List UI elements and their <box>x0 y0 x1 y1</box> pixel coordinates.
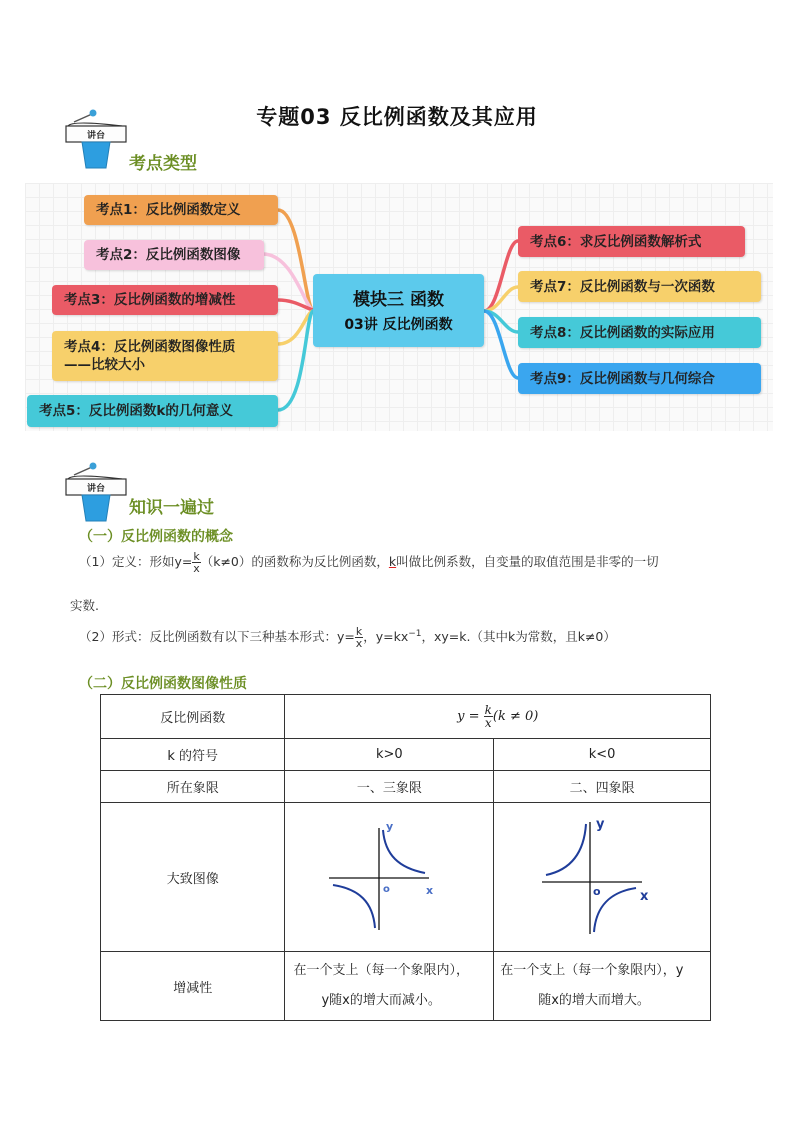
mindmap-center-title: 模块三 函数 <box>353 290 444 310</box>
monotonicity-negative <box>494 952 711 1021</box>
axis-y-label: y <box>386 820 394 833</box>
axis-x-label: x <box>640 889 649 904</box>
graph-negative-cell <box>494 803 711 952</box>
table-row <box>101 695 711 739</box>
mindmap-center-subtitle: 03讲 反比例函数 <box>344 317 453 333</box>
row-label-quadrant: 所在象限 <box>101 771 285 803</box>
forms-line <box>79 626 616 649</box>
mindmap-node-1: 考点1：反比例函数定义 <box>84 195 278 225</box>
formula-frac-den: x <box>484 716 492 730</box>
properties-table <box>100 694 711 1021</box>
definition-fraction <box>192 551 200 574</box>
quadrant-positive: 一、三象限 <box>285 771 494 803</box>
mindmap-node-8: 考点8：反比例函数的实际应用 <box>518 317 761 348</box>
forms-fraction <box>355 626 363 649</box>
mindmap-node-5: 考点5：反比例函数k的几何意义 <box>27 395 278 427</box>
knowledge-heading: 知识一遍过 <box>129 498 214 518</box>
formula-condition: (k ≠ 0) <box>492 709 539 724</box>
row-label-sign: k 的符号 <box>101 739 285 771</box>
definition-suffix: 叫做比例系数，自变量的取值范围是非零的一切 <box>396 554 659 569</box>
podium-label: 讲台 <box>86 131 106 141</box>
podium-icon-2 <box>62 461 132 523</box>
page-title: 专题03 反比例函数及其应用 <box>256 105 538 129</box>
forms-frac-den: x <box>355 637 363 650</box>
mindmap-node-6: 考点6：求反比例函数解析式 <box>518 226 745 257</box>
forms-frac-num: k <box>355 625 363 638</box>
monotonicity-positive <box>285 952 494 1021</box>
axis-y-label: y <box>596 817 605 832</box>
forms-prefix: （2）形式：反比例函数有以下三种基本形式：y= <box>79 629 355 644</box>
podium-icon <box>62 108 132 170</box>
row-label-function: 反比例函数 <box>101 695 285 739</box>
row-label-graph: 大致图像 <box>101 803 285 952</box>
mindmap-node-7: 考点7：反比例函数与一次函数 <box>518 271 761 302</box>
origin-label: o <box>593 885 601 898</box>
exam-types-heading: 考点类型 <box>129 154 197 174</box>
mindmap-node-3: 考点3：反比例函数的增减性 <box>52 285 278 315</box>
monotonicity-positive-line2: y随x的增大而减小。 <box>321 993 441 1008</box>
function-formula <box>285 695 711 739</box>
monotonicity-positive-line1: 在一个支上（每一个象限内）， <box>293 963 469 978</box>
table-row <box>101 771 711 803</box>
definition-line-2: 实数. <box>70 598 99 613</box>
definition-k: k <box>388 554 397 569</box>
properties-heading: （二）反比例函数图像性质 <box>79 676 247 692</box>
origin-label: o <box>383 884 391 895</box>
forms-mid: ，y=kx <box>363 629 409 644</box>
hyperbola-positive-graph <box>319 810 459 940</box>
row-label-monotonicity: 增减性 <box>101 952 285 1021</box>
definition-frac-den: x <box>193 562 200 575</box>
sign-positive: k>0 <box>285 739 494 771</box>
definition-condition: （k≠0）的函数称为反比例函数， <box>200 554 389 569</box>
mindmap-node-4: 考点4：反比例函数图像性质——比较大小 <box>52 331 278 381</box>
table-row <box>101 952 711 1021</box>
hyperbola-negative-graph <box>532 810 672 940</box>
formula-fraction <box>484 704 493 729</box>
mindmap-node-9: 考点9：反比例函数与几何综合 <box>518 363 761 394</box>
graph-positive-cell <box>285 803 494 952</box>
quadrant-negative: 二、四象限 <box>494 771 711 803</box>
forms-exponent: −1 <box>408 628 422 639</box>
formula-prefix: y = <box>457 709 480 724</box>
concept-heading: （一）反比例函数的概念 <box>79 529 233 545</box>
monotonicity-negative-line2: 随x的增大而增大。 <box>538 993 650 1008</box>
sign-negative: k<0 <box>494 739 711 771</box>
formula-frac-num: k <box>484 703 492 717</box>
mindmap-node-2: 考点2：反比例函数图像 <box>84 240 264 270</box>
definition-frac-num: k <box>193 550 200 563</box>
axis-x-label: x <box>426 884 434 897</box>
mindmap-center <box>313 274 484 347</box>
forms-suffix: ，xy=k.（其中k为常数，且k≠0） <box>421 629 616 644</box>
monotonicity-negative-line1: 在一个支上（每一个象限内），y <box>500 963 684 978</box>
definition-prefix: （1）定义：形如y= <box>79 554 193 569</box>
definition-line <box>79 551 659 574</box>
podium-label-2: 讲台 <box>86 484 106 494</box>
table-row <box>101 739 711 771</box>
table-row <box>101 803 711 952</box>
